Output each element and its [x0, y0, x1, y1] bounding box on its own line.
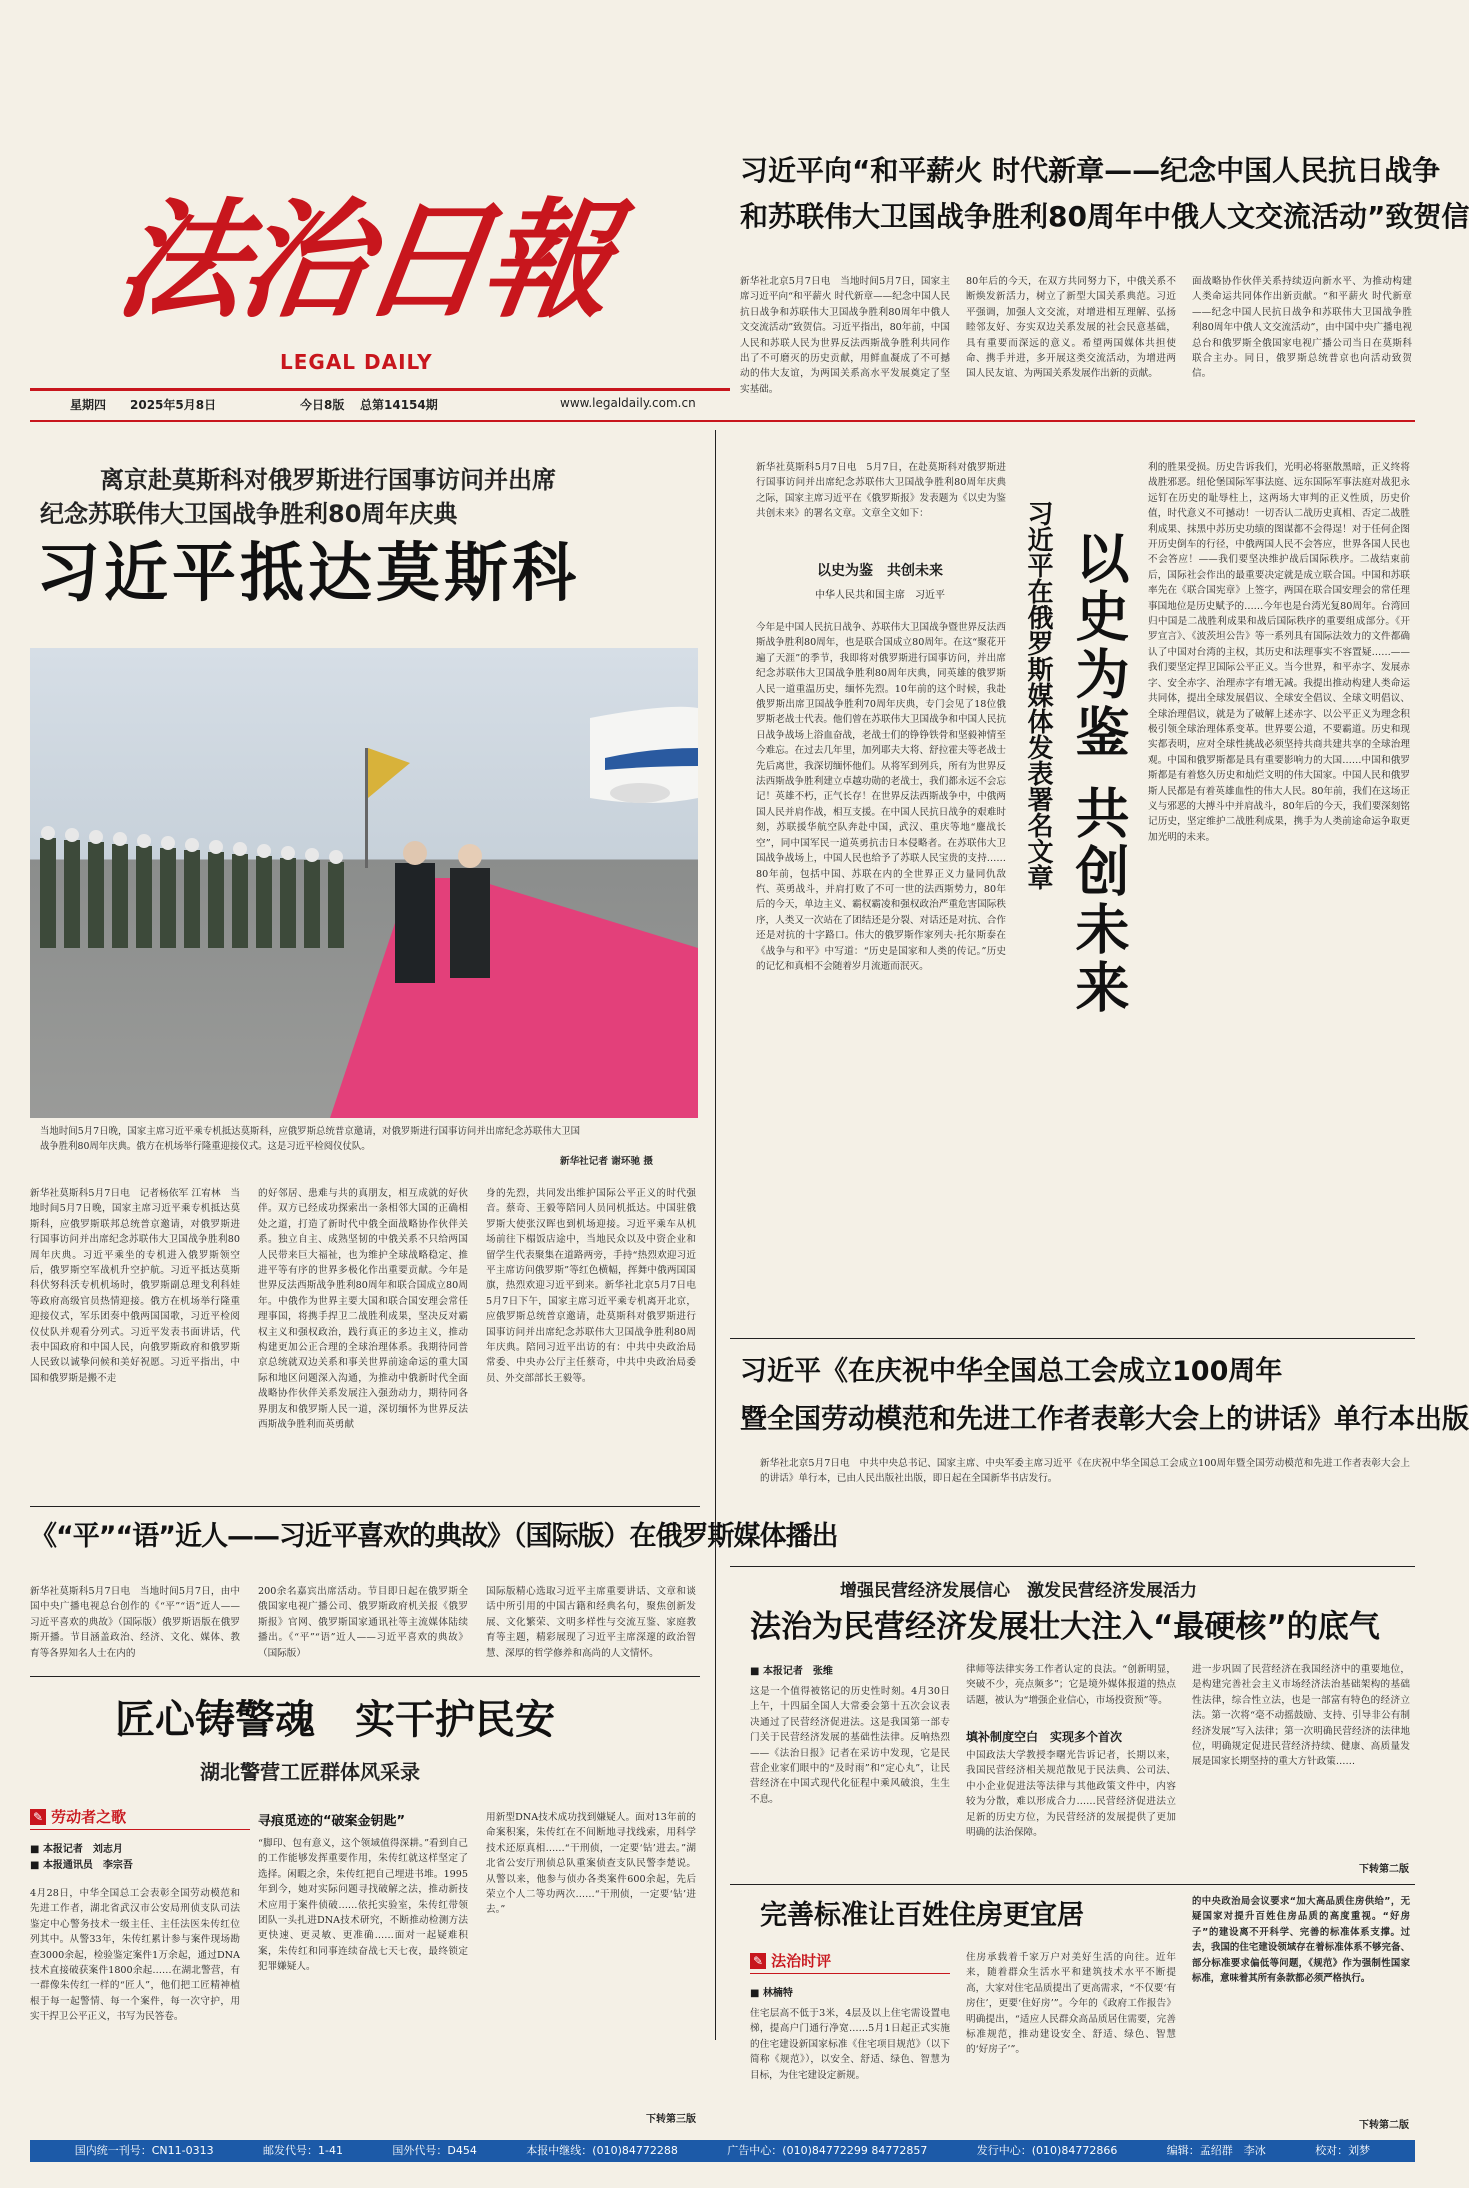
private-story-col-1: 这是一个值得被铭记的历史性时刻。4月30日上午，十四届全国人大常委会第十五次会议表决通过了民营经济促进法。这是我国第一部专门关于民营经济发展的基础性法律。反响热烈——《法治日报》记者在采访中发现，它是民营企业家们眼中的“及时雨”和“定心丸”，让民营经济在中国式现代化征程中乘风破浪，生生不息。 — [750, 1686, 950, 1805]
footer-item: 广告中心：(010)84772299 84772857 — [727, 2144, 928, 2157]
lead-story-col-3: 身的先烈，共同发出维护国际公平正义的时代强音。蔡奇、王毅等陪同人员同机抵达。中国驻俄罗斯大使张汉晖也到机场迎接。习近平乘车从机场前往下榻饭店途中，当地民众以及中资企业和留学生代表聚集在道路两旁，手持“热烈欢迎习近平主席访问俄罗斯”等红色横幅，挥舞中俄两国国旗，热烈欢迎习近平到来。新华社北京5月7日电 5月7日下午，国家主席习近平乘专机离开北京，应俄罗斯总统普京邀请，赴莫斯科对俄罗斯进行国事访问并出席纪念苏联伟大卫国战争胜利80周年庆典。陪同习近平出访的有：中共中央政治局常委、中央办公厅主任蔡奇，中共中央政治局委员、外交部部长王毅等。 — [486, 1188, 706, 1384]
pingyu-story-col-3: 国际版精心选取习近平主席重要讲话、文章和谈话中所引用的中国古籍和经典名句，聚焦创新发展、文化繁荣、文明多样性与交流互鉴、家庭教育等主题，精彩展现了习近平主席深邃的政治智慧、深厚的哲学修养和高尚的人文情怀。 — [486, 1586, 696, 1659]
lead-story-photo-caption: 当地时间5月7日晚，国家主席习近平乘专机抵达莫斯科，应俄罗斯总统普京邀请，对俄罗斯进行国事访问并出席纪念苏联伟大卫国战争胜利80周年庆典。俄方在机场举行隆重迎接仪式。这是习近平检阅仪仗队。 — [40, 1126, 580, 1152]
police-story-headline: 匠心铸警魂 实干护民安 — [115, 1697, 555, 1743]
divider-book — [730, 1338, 1415, 1339]
signed-article-intro: 新华社莫斯科5月7日电 5月7日，在赴莫斯科对俄罗斯进行国事访问并出席纪念苏联伟大卫国战争胜利80周年庆典之际，国家主席习近平在《俄罗斯报》发表题为《以史为鉴 共创未来》的署名文章。文章全文如下： — [756, 462, 1006, 520]
signed-article-vertical-title: 以史为鉴 共创未来 — [1067, 530, 1130, 1017]
private-story-reporter — [750, 1662, 833, 1677]
book-story-headline-1: 习近平《在庆祝中华全国总工会成立100周年 — [740, 1356, 1283, 1387]
private-story-col-2: 律师等法律实务工作者认定的良法。“创新明显，突破不少，亮点频多”；它是境外媒体报道的热点话题，被认为“增强企业信心，市场投资预”等。 — [966, 1664, 1176, 1706]
lead-story-photo-art — [30, 648, 698, 1118]
lead-story-kicker-1: 离京赴莫斯科对俄罗斯进行国事访问并出席 — [100, 466, 556, 494]
divider-pingyu — [30, 1506, 700, 1507]
housing-story-col-3: 的中央政治局会议要求“加大高品质住房供给”，无疑国家对提升百姓住房品质的高度重视。“好房子”的建设离不开科学、完善的标准体系支撑。过去，我国的住宅建设领域存在着标准体系不够完备、部分标准要求偏低等问题，《规范》作为强制性国家标准，意味着其所有条款都必须严格执行。 — [1192, 1896, 1410, 1985]
square-icon: ■ — [30, 1844, 43, 1855]
housing-story-col-2: 住房承载着千家万户对美好生活的向往。近年来，随着群众生活水平和建筑技术水平不断提高，大家对住宅品质提出了更高需求，“不仅要‘有房住’，更要‘住好房’”。今年的《政府工作报告》明确提出，“适应人民群众高品质居住需要，完善标准规范，推动建设安全、舒适、绿色、智慧的‘好房子’”。 — [966, 1952, 1176, 2056]
masthead — [30, 150, 730, 410]
housing-story-author-text: 林楠特 — [762, 1988, 793, 1999]
pen-icon: ✎ — [30, 1809, 46, 1825]
police-story-subtitle: 寻痕觅迹的“破案金钥匙” — [258, 1814, 406, 1829]
housing-story-column-label: 法治时评 — [771, 1952, 832, 1970]
police-story-col-2: “脚印、包有意义，这个领域值得深耕。”看到自己的工作能够发挥重要作用，朱传红就这样坚定了选择。闲暇之余，朱传红把自己埋进书堆。1995年到今，她对实际问题寻找破解之法，推动新技术应用于案件侦破……依托实验室，朱传红带领团队一头扎进DNA技术研究，不断推动检测方法更快速、更灵敏、更准确……面对一起疑难积案，朱传红和同事连续奋战七天七夜，最终锁定犯罪嫌疑人。 — [258, 1838, 468, 1973]
police-story-reporter-1-text: 本报记者 刘志月 — [42, 1844, 123, 1855]
lead-story-kicker-2: 纪念苏联伟大卫国战争胜利80周年庆典 — [40, 500, 458, 528]
top-story-headline-1: 习近平向“和平薪火 时代新章——纪念中国人民抗日战争 — [740, 154, 1441, 187]
police-story-col-3: 用新型DNA技术成功找到嫌疑人。面对13年前的命案积案，朱传红在不间断地寻找线索，用科学技术还原真相……“干刑侦，一定要‘钻’进去。”湖北省公安厅刑侦总队重案侦查支队民警李楚说。从警以来，他参与侦办各类案件600余起，先后荣立个人二等功两次……“干刑侦，一定要‘钻’进去。” — [486, 1812, 696, 1916]
masthead-pages: 今日8版 — [300, 398, 345, 412]
masthead-date: 2025年5月8日 — [130, 398, 217, 412]
square-icon: ■ — [30, 1860, 43, 1871]
masthead-bottom-rule — [30, 420, 1415, 422]
police-story — [30, 1690, 700, 2130]
private-story-more[interactable]: 下转第二版 — [1359, 1864, 1409, 1875]
vertical-divider-main — [715, 430, 716, 2040]
lead-story-col-1: 新华社莫斯科5月7日电 记者杨依军 江宥林 当地时间5月7日晚，国家主席习近平乘专机抵达莫斯科，应俄罗斯联邦总统普京邀请，对俄罗斯进行国事访问并出席纪念苏联伟大卫国战争胜利80周年庆典。习近平乘坐的专机进入俄罗斯领空后，俄罗斯空军战机升空护航。习近平抵达莫斯科伏努科沃专机机场时，俄罗斯副总理戈利科娃等政府高级官员热情迎接。俄方在机场举行隆重迎接仪式，军乐团奏中俄两国国歌，习近平检阅仪仗队并观看分列式。习近平发表书面讲话，代表中国政府和中国人民，向俄罗斯政府和俄罗斯人民致以诚挚问候和美好祝愿。习近平指出，中国和俄罗斯是搬不走 — [30, 1188, 240, 1384]
lead-story-col-2: 的好邻居、患难与共的真朋友，相互成就的好伙伴。双方已经成功探索出一条相邻大国的正确相处之道，打造了新时代中俄全面战略协作伙伴关系。独立自主、成熟坚韧的中俄关系不只给两国人民带来巨大福祉，也为维护全球战略稳定、推进平等有序的世界多极化作出重要贡献。今年是世界反法西斯战争胜利80周年和联合国成立80周年。中俄作为世界主要大国和联合国安理会常任理事国，将携手捍卫二战胜利成果，坚决反对霸权主义和强权政治，践行真正的多边主义，推动构建更加公正合理的全球治理体系。我期待同普京总统就双边关系和事关世界前途命运的重大国际和地区问题深入沟通，为推动中俄新时代全面战略协作伙伴关系发展注入强劲动力，期待同各界朋友和俄罗斯人民一道，深切缅怀为世界反法西斯战争胜利而英勇献 — [258, 1188, 468, 1431]
police-story-column-logo — [30, 1806, 250, 1830]
pingyu-story-headline: 《“平”“语”近人——习近平喜欢的典故》（国际版）在俄罗斯媒体播出 — [30, 1521, 838, 1552]
housing-story-headline: 完善标准让百姓住房更宜居 — [760, 1900, 1084, 1931]
housing-story-col-1: 住宅层高不低于3米，4层及以上住宅需设置电梯，提高户门通行净宽……5月1日起正式实施的住宅建设新国家标准《住宅项目规范》（以下简称《规范》），以安全、舒适、绿色、智慧为目标，为住宅建设定新规。 — [750, 2008, 950, 2081]
top-story-col-3: 面战略协作伙伴关系持续迈向新水平、为推动构建人类命运共同体作出新贡献。“和平薪火 时代新章——纪念中国人民抗日战争和苏联伟大卫国战争胜利80周年中俄人文交流活动”，由中国中央广播电视总台和俄罗斯全俄国家电视广播公司当日在莫斯科联合主办。同日，俄罗斯总统普京也向活动致贺信。 — [1192, 276, 1412, 380]
top-story-col-2: 80年后的今天，在双方共同努力下，中俄关系不断焕发新活力，树立了新型大国关系典范。习近平强调，加强人文交流，对增进相互理解、弘扬睦邻友好、夯实双边关系发展的社会民意基础，具有重要而深远的意义。希望两国媒体共担使命、携手并进，多开展这类交流活动，为增进两国人民友谊、为两国关系发展作出新的贡献。 — [966, 276, 1176, 380]
police-story-reporter-2 — [30, 1856, 133, 1871]
police-story-reporter-1 — [30, 1840, 123, 1855]
top-story-headline-2: 和苏联伟大卫国战争胜利80周年中俄人文交流活动”致贺信 — [740, 200, 1469, 233]
police-story-col-1: 4月28日，中华全国总工会表彰全国劳动模范和先进工作者，湖北省武汉市公安局刑侦支队司法鉴定中心警务技术一级主任、主任法医朱传红位列其中。从警33年，朱传红累计参与案件现场勘查3000余起，检验鉴定案件1万余起，通过DNA技术直接破获案件1800余起……在湖北警营，有一群像朱传红一样的“匠人”，他们把工匠精神植根于每一起警情、每一个案件，每一次守护，用实干捍卫公平正义，书写为民答卷。 — [30, 1888, 240, 2023]
private-story-subtitle: 填补制度空白 实现多个首次 — [966, 1730, 1123, 1744]
private-story-col-2b: 中国政法大学教授李曙光告诉记者，长期以来，我国民营经济相关规范散见于民法典、公司法、中小企业促进法等法律与其他政策文件中，内容较为分散，难以形成合力……民营经济促进法立足新的历史方位，为民营经济的发展提供了更加明确的法治保障。 — [966, 1750, 1176, 1839]
signed-article-byline: 中华人民共和国主席 习近平 — [815, 590, 945, 601]
lead-story-photo-credit: 新华社记者 谢环驰 摄 — [560, 1156, 654, 1167]
housing-story-more[interactable]: 下转第二版 — [1359, 2120, 1409, 2131]
pen-icon: ✎ — [750, 1953, 766, 1969]
lead-story — [30, 430, 706, 1510]
housing-story-author — [750, 1984, 793, 1999]
private-story-kicker: 增强民营经济发展信心 激发民营经济发展活力 — [840, 1581, 1197, 1601]
police-story-subhead: 湖北警营工匠群体风采录 — [200, 1760, 420, 1784]
masthead-issue: 总第14154期 — [360, 398, 438, 412]
footer-item: 国内统一刊号：CN11-0313 — [74, 2144, 214, 2157]
book-story — [730, 1350, 1469, 1500]
footer-item: 校对：刘梦 — [1315, 2144, 1371, 2157]
pingyu-story-col-1: 新华社莫斯科5月7日电 当地时间5月7日，由中国中央广播电视总台创作的《“平”“语”近人——习近平喜欢的典故》（国际版）俄罗斯语版在俄罗斯开播。节目涵盖政治、经济、文化、媒体、教育等各界知名人士在内的 — [30, 1586, 240, 1659]
masthead-info-bar — [60, 396, 730, 418]
housing-story — [730, 1894, 1415, 2134]
square-icon: ■ — [750, 1666, 763, 1677]
private-story-headline: 法治为民营经济发展壮大注入“最硬核”的底气 — [750, 1609, 1380, 1645]
signed-article-right-col: 利的胜果受损。历史告诉我们，光明必将驱散黑暗，正义终将战胜邪恶。纽伦堡国际军事法庭、远东国际军事法庭对战犯永远钉在历史的耻辱柱上，这两场大审判的正义性质，历史价值，时代意义不可撼动！一切否认二战历史真相、否定二战胜利成果、抹黑中苏历史功绩的图谋都不会得逞！对于任何企图开历史倒车的行径，中俄两国人民不会答应，世界各国人民也不会答应！——我们要坚决维护战后国际秩序。二战结束前后，国际社会作出的最重要决定就是成立联合国。中国和苏联率先在《联合国宪章》上签字，两国在联合国安理会的常任理事国地位是历史赋予的……今年也是台湾光复80周年。台湾回归中国是二战胜利成果和战后国际秩序的重要组成部分。《开罗宣言》、《波茨坦公告》等一系列具有国际法效力的文件都确认了中国对台湾的主权，其历史和法理事实不容置疑……——我们要坚定捍卫国际公平正义。当今世界，和平赤字、发展赤字、安全赤字、治理赤字有增无减。我提出推动构建人类命运共同体，提出全球发展倡议、全球安全倡议、全球文明倡议、全球治理倡议，就是为了破解上述赤字、以公平正义为理念积极引领全球治理体系变革。世界要公道，不要霸道。历史和现实都表明，应对全球性挑战必须坚持共商共建共享的全球治理观。中国和俄罗斯都是具有重要影响力的大国……中国和俄罗斯都是有着悠久历史和灿烂文明的伟大国家。中国人民和俄罗斯人民都是有着英雄血性的伟大人民。80年前，我们在这场正义与邪恶的大搏斗中并肩战斗，80年后的今天，我们要深刻铭记历史，坚定维护二战胜利成果，携手为人类前途命运争取更加光明的未来。 — [1148, 462, 1410, 843]
masthead-logo: 法治日報 — [107, 186, 618, 336]
police-story-column-label: 劳动者之歌 — [51, 1808, 127, 1826]
police-story-more[interactable]: 下转第三版 — [646, 2114, 696, 2125]
signed-article — [730, 430, 1415, 1330]
top-story — [740, 150, 1469, 410]
masthead-rule — [30, 388, 730, 391]
top-story-col-1: 新华社北京5月7日电 当地时间5月7日，国家主席习近平向“和平薪火 时代新章——纪念中国人民抗日战争和苏联伟大卫国战争胜利80周年中俄人文交流活动”致贺信。习近平指出，80年前，中国人民和苏联人民为世界反法西斯战争胜利共同作出了不可磨灭的历史贡献，用鲜血凝成了不可撼动的伟大友谊，为两国关系高水平发展奠定了坚实基础。 — [740, 276, 950, 395]
pingyu-story-col-2: 200余名嘉宾出席活动。节目即日起在俄罗斯全俄国家电视广播公司、俄罗斯政府机关报《俄罗斯报》官网、俄罗斯国家通讯社等主流媒体陆续播出。《“平”“语”近人——习近平喜欢的典故》（国际版） — [258, 1586, 468, 1659]
divider-private — [730, 1566, 1415, 1567]
footer-item: 编辑：孟绍群 李冰 — [1166, 2144, 1266, 2157]
square-icon: ■ — [750, 1988, 763, 1999]
divider-police — [30, 1676, 700, 1677]
footer-item: 发行中心：(010)84772866 — [976, 2144, 1118, 2157]
book-story-headline-2: 暨全国劳动模范和先进工作者表彰大会上的讲话》单行本出版 — [740, 1404, 1469, 1435]
pingyu-story — [30, 1512, 838, 1662]
footer-item: 国外代号：D454 — [392, 2144, 477, 2157]
masthead-weekday: 星期四 — [70, 398, 107, 412]
footer-item: 邮发代号：1-41 — [263, 2144, 343, 2157]
housing-story-column-logo — [750, 1950, 950, 1974]
private-story-col-3: 进一步巩固了民营经济在我国经济中的重要地位，是构建完善社会主义市场经济法治基础架构的基础性法律，综合性立法，也是一部富有特色的经济立法。第一次将“毫不动摇鼓励、支持、引导非公有制经济发展”写入法律；第一次明确民营经济的法律地位，明确规定促进民营经济持续、健康、高质量发展是国家长期坚持的重大方针政策…… — [1192, 1664, 1410, 1768]
private-story-reporter-text: 本报记者 张维 — [762, 1666, 833, 1677]
lead-story-headline: 习近平抵达莫斯科 — [36, 537, 580, 611]
lead-story-photo — [30, 648, 698, 1118]
masthead-website[interactable]: www.legaldaily.com.cn — [560, 396, 696, 410]
police-story-reporter-2-text: 本报通讯员 李宗吾 — [42, 1860, 133, 1871]
signed-article-title: 以史为鉴 共创未来 — [817, 563, 943, 579]
private-story — [730, 1576, 1415, 1876]
signed-article-vertical-kicker: 习近平在俄罗斯媒体发表署名文章 — [1023, 500, 1053, 890]
footer-bar — [30, 2140, 1415, 2162]
masthead-logo-sub: LEGAL DAILY — [280, 350, 433, 374]
divider-housing — [730, 1884, 1415, 1885]
book-story-body: 新华社北京5月7日电 中共中央总书记、国家主席、中央军委主席习近平《在庆祝中华全国总工会成立100周年暨全国劳动模范和先进工作者表彰大会上的讲话》单行本，已由人民出版社出版，即日起在全国新华书店发行。 — [760, 1458, 1410, 1485]
signed-article-left-col: 今年是中国人民抗日战争、苏联伟大卫国战争暨世界反法西斯战争胜利80周年，也是联合国成立80周年。在这“聚花开遍了天涯”的季节，我即将对俄罗斯进行国事访问，并出席纪念苏联伟大卫国战争胜利80周年庆典，同英雄的俄罗斯人民一道重温历史，缅怀先烈。10年前的这个时候，我赴俄罗斯出席卫国战争胜利70周年庆典，专门会见了18位俄罗斯老战士代表。他们曾在苏联伟大卫国战争和中国人民抗日战争战场上浴血奋战，老战士们的铮铮铁骨和坚毅神情至今难忘。在过去几年里，加列耶夫大将、舒拉霍夫等老战士先后离世，我深切缅怀他们。从将军到列兵，所有为世界反法西斯战争胜利建立卓越功勋的老战士，我们都永远不会忘记！英雄不朽，正气长存！在世界反法西斯战争中，中俄两国人民并肩作战，相互支援。在中国人民抗日战争的艰难时刻，苏联援华航空队奔赴中国，武汉、重庆等地“鏖战长空”，同中国军民一道英勇抗击日本侵略者。在苏联伟大卫国战争战场上，中国人民也给予了苏联人民宝贵的支持……80年前，包括中国、苏联在内的全世界正义力量同仇敌忾、英勇战斗，并肩打败了不可一世的法西斯势力，80年后的今天，单边主义、霸权霸凌和强权政治严重危害国际秩序，人类又一次站在了团结还是分裂、对话还是对抗、合作还是对抗的十字路口。伟大的俄罗斯作家列夫·托尔斯泰在《战争与和平》中写道：“历史是国家和人类的传记。”历史的记忆和真相不会随着岁月流逝而泯灭。 — [756, 622, 1006, 972]
footer-item: 本报中继线：(010)84772288 — [526, 2144, 678, 2157]
